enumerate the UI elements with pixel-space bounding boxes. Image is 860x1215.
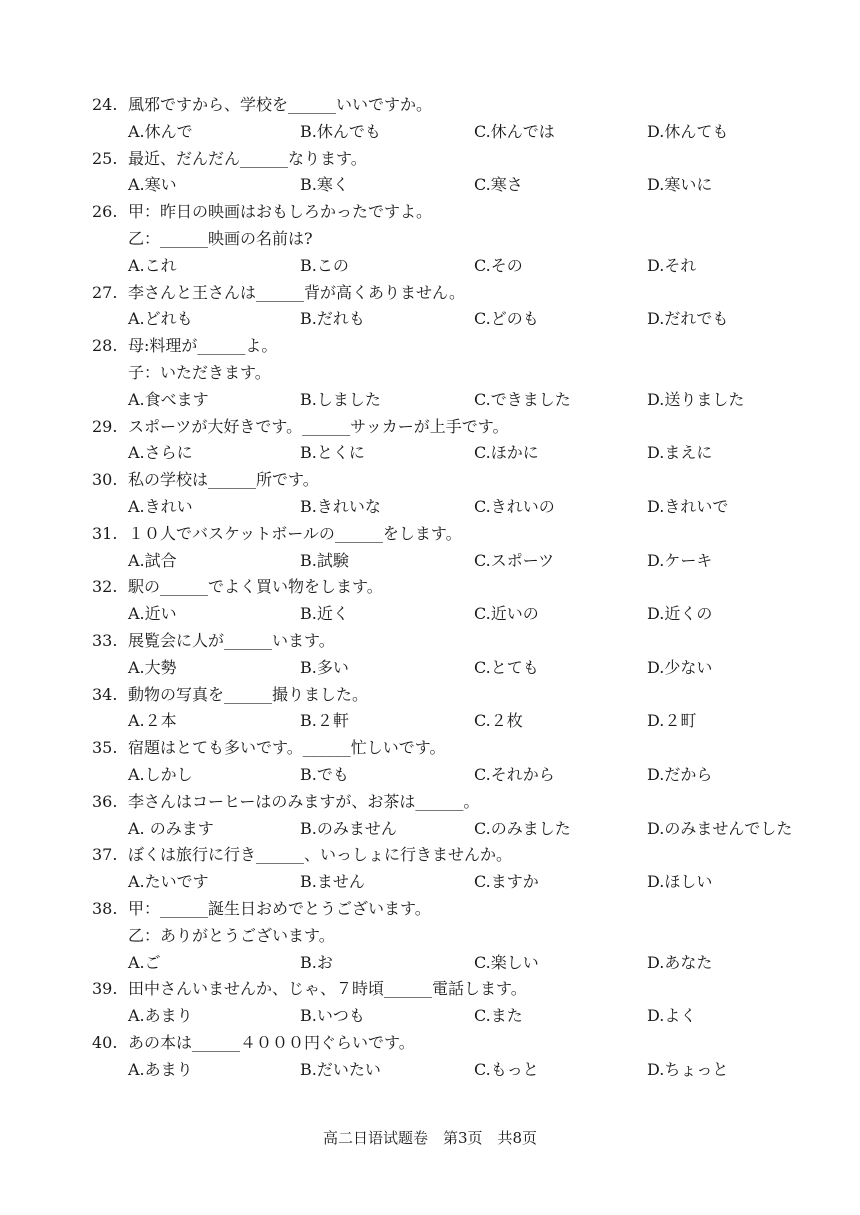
question-stem [92,577,383,597]
answer-option: A.きれい [128,497,193,516]
answer-option: D.よく [647,1006,697,1026]
answer-options [128,953,848,973]
answer-option: D.だから [647,765,713,784]
answer-options [128,497,848,517]
question-number: 28. [92,336,118,356]
answer-options [128,390,848,410]
question-text: 李さんと王さんは______背が高くありません。 [128,282,465,302]
answer-options [128,443,848,463]
answer-option: C.その [474,255,523,275]
answer-option: D.それ [647,255,697,275]
answer-option: A.さらに [128,443,193,463]
question-stem [92,524,462,544]
question-text: 母:料理が______よ。 [128,336,278,356]
answer-option: C.のみました [474,818,571,838]
answer-option: C.きれいの [474,497,555,516]
answer-options [128,551,848,571]
question-stem [92,149,367,169]
answer-option: A.これ [128,255,177,275]
question-number: 39. [92,979,118,999]
answer-option: B.試験 [300,550,349,570]
answer-option: C.ほかに [474,443,539,463]
answer-option: A.たいです [128,872,209,892]
answer-options [128,1060,848,1080]
question-text: ぼくは旅行に行き______、いっしょに行きませんか。 [128,845,513,865]
answer-options [128,122,848,142]
question-stem [92,979,527,999]
answer-option: B.多い [300,657,349,677]
question-stem [92,417,508,437]
dialogue-line: 乙：ありがとうございます。 [128,925,335,945]
question-number: 40. [92,1033,118,1052]
answer-options [128,604,848,624]
answer-option: D.近くの [647,604,713,624]
question-stem [92,845,512,865]
question-stem [92,202,432,222]
answer-option: B.ません [300,872,365,892]
question-text: スポーツが大好きです。______サッカーが上手です。 [128,416,509,436]
answer-option: C.寒さ [474,175,523,195]
answer-options [128,658,848,678]
answer-option: A. のみます [128,818,214,838]
answer-option: B.お [300,952,333,972]
question-number: 33. [92,631,118,650]
answer-option: A.休んで [128,121,193,141]
answer-option: C.それから [474,765,555,784]
answer-option: B.だいたい [300,1059,381,1079]
question-stem [92,470,319,490]
question-number: 34. [92,684,118,704]
answer-option: A.寒い [128,175,177,195]
answer-option: C.２枚 [474,711,523,731]
question-stem [92,899,431,919]
answer-option: B.いつも [300,1006,365,1026]
question-stem [92,631,335,651]
dialogue-line: 子：いただきます。 [128,363,271,382]
question-stem [92,792,479,812]
question-number: 38. [92,899,118,918]
answer-option: B.２軒 [300,711,349,731]
answer-option: C.できました [474,389,571,409]
answer-options [128,1006,848,1026]
question-text: 甲：______誕生日おめでとうございます。 [128,899,431,918]
answer-option: B.でも [300,765,349,784]
question-text: 田中さんいませんか、じゃ、７時頃______電話します。 [128,979,527,999]
question-stem [92,336,277,356]
answer-option: A.しかし [128,765,193,784]
answer-option: C.どのも [474,309,539,329]
answer-option: C.とても [474,657,539,677]
answer-option: D.きれいで [647,497,729,516]
answer-option: B.休んでも [300,121,381,141]
answer-option: D.ちょっと [647,1059,729,1079]
question-number: 32. [92,577,118,597]
answer-option: B.寒く [300,175,349,195]
answer-option: D.ほしい [647,872,713,892]
answer-option: D.送りました [647,389,745,409]
answer-option: A.近い [128,604,177,624]
answer-option: D.２町 [647,711,697,731]
question-number: 29. [92,416,118,436]
question-text: 動物の写真を______撮りました。 [128,684,369,704]
answer-option: D.寒いに [647,175,713,195]
answer-option: D.ケーキ [647,550,713,570]
question-number: 30. [92,470,118,490]
answer-option: A.どれも [128,309,193,329]
answer-option: B.のみません [300,818,397,838]
answer-options [128,175,848,195]
question-number: 25. [92,148,118,168]
question-stem [92,283,465,303]
question-text: 展覧会に人が______います。 [128,631,335,650]
question-text: あの本は______４０００円ぐらいです。 [128,1033,415,1052]
answer-option: A.あまり [128,1059,193,1079]
answer-option: A.あまり [128,1006,193,1026]
answer-option: A.試合 [128,550,177,570]
question-number: 26. [92,202,118,222]
answer-option: D.まえに [647,443,713,463]
question-number: 37. [92,845,118,865]
question-number: 24. [92,95,118,114]
answer-option: A.ご [128,952,161,972]
question-text: １０人でバスケットボールの______をします。 [128,523,462,543]
question-stem [92,738,445,758]
answer-option: D.あなた [647,952,713,972]
question-text: 駅の______でよく買い物をします。 [128,577,383,597]
answer-options [128,819,848,839]
answer-options [128,309,848,329]
answer-option: C.楽しい [474,952,539,972]
question-text: 最近、だんだん______なります。 [128,148,367,168]
page-footer: 高二日语试题卷 第3页 共8页 [322,1129,538,1147]
question-stem [92,1033,415,1053]
answer-option: C.ますか [474,872,539,892]
dialogue-line: 乙：______映画の名前は? [128,229,313,248]
question-number: 31. [92,523,118,543]
answer-option: B.とくに [300,443,365,463]
answer-option: D.だれでも [647,309,729,329]
question-text: 私の学校は______所です。 [128,470,319,490]
answer-option: C.また [474,1006,523,1026]
answer-option: B.しました [300,389,381,409]
answer-option: D.休んても [647,121,729,141]
answer-option: C.休んでは [474,121,555,141]
question-stem [92,95,432,115]
answer-option: D.少ない [647,657,713,677]
answer-options [128,765,848,785]
question-text: 甲：昨日の映画はおもしろかったですよ。 [128,202,433,222]
question-number: 36. [92,791,118,811]
answer-option: C.もっと [474,1059,539,1079]
answer-option: C.近いの [474,604,539,624]
question-stem [92,685,368,705]
answer-option: A.大勢 [128,657,177,677]
question-number: 35. [92,738,118,758]
answer-option: C.スポーツ [474,550,555,570]
question-text: 宿題はとても多いです。______忙しいです。 [128,738,446,758]
answer-option: B.近く [300,604,349,624]
answer-options [128,256,848,276]
answer-option: A.食べます [128,389,209,409]
answer-option: B.この [300,255,349,275]
answer-options [128,872,848,892]
answer-option: B.だれも [300,309,365,329]
question-text: 李さんはコーヒーはのみますが、お茶は______。 [128,791,480,811]
answer-option: A.２本 [128,711,177,731]
question-text: 風邪ですから、学校を______いいですか。 [128,95,433,114]
question-number: 27. [92,282,118,302]
answer-options [128,711,848,731]
answer-option: B.きれいな [300,497,381,516]
answer-option: D.のみませんでした [647,818,793,838]
